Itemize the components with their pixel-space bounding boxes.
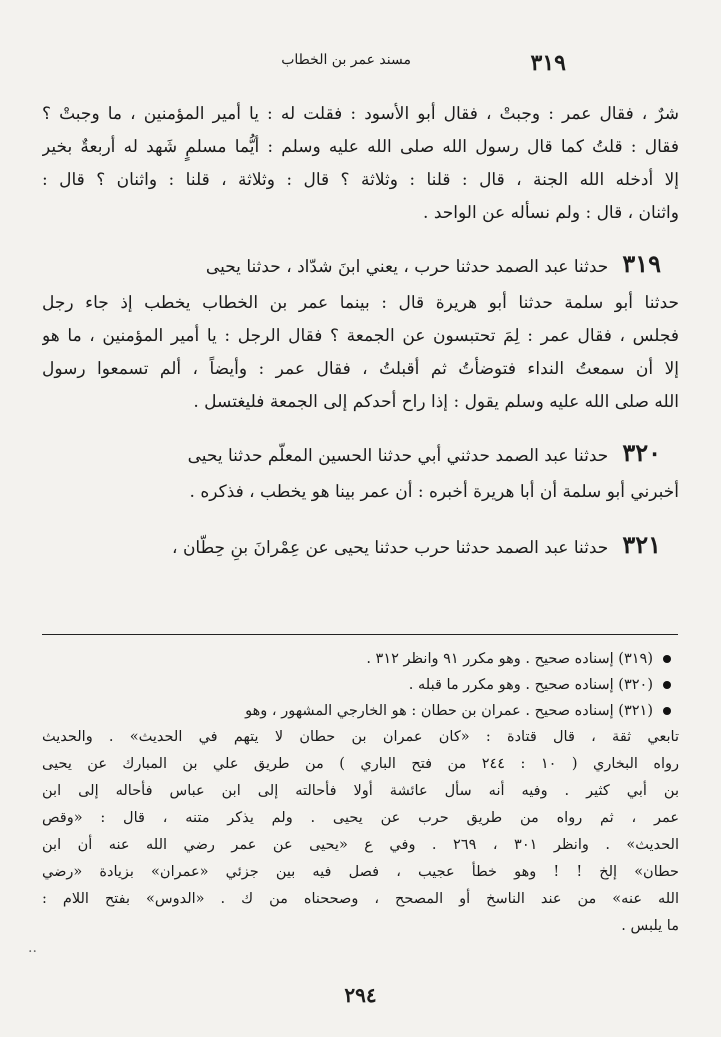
intro-paragraph xyxy=(42,98,679,230)
hadith-number: ٣٢١ xyxy=(622,530,661,559)
footnote-divider xyxy=(42,634,678,635)
footnote-text: (٣١٩) إسناده صحيح . وهو مكرر ٩١ وانظر ٣١٢ . xyxy=(366,651,653,667)
text-line: شرٌ ، فقال عمر : وجبتْ ، فقال أبو الأسود : فقلت له : يا أمير المؤمنين ، ما وجبتْ ؟ xyxy=(42,104,679,124)
footnote-item xyxy=(42,646,679,672)
hadith-first-line xyxy=(42,433,679,476)
page-header xyxy=(40,42,681,82)
bullet-icon xyxy=(663,707,671,715)
text-line: حدثنا عبد الصمد حدثني أبي حدثنا الحسين المعلّم حدثنا يحيى xyxy=(187,446,609,466)
bullet-icon xyxy=(663,681,671,689)
hadith-first-line xyxy=(42,244,679,287)
text-line: فقال : قلتُ كما قال رسول الله صلى الله عليه وسلم : أيُّما مسلمٍ شَهد له أربعةٌ بخير xyxy=(42,137,679,157)
text-line: حدثنا عبد الصمد حدثنا حرب حدثنا يحيى عن عِمْرانَ بنِ حِطّان ، xyxy=(172,538,609,558)
hadith-320 xyxy=(42,433,679,509)
footnotes xyxy=(42,646,679,940)
text-line: أخبرني أبو سلمة أن أبا هريرة أخبره : أن عمر بينا هو يخطب ، فذكره . xyxy=(189,482,679,502)
page-number: ٣١٩ xyxy=(530,50,566,76)
text-line: فجلس ، فقال عمر : لِمَ تحتبسون عن الجمعة ؟ فقال الرجل : يا أمير المؤمنين ، ما هو xyxy=(42,326,679,346)
text-line: إلا أن سمعتُ النداء فتوضأتُ ثم أقبلتُ ، فقال عمر : وأيضاً ، ألم تسمعوا رسول xyxy=(42,359,679,379)
hadith-321 xyxy=(42,525,679,568)
bullet-icon xyxy=(663,655,671,663)
page-footer xyxy=(0,983,721,1007)
text-line: الله صلى الله عليه وسلم يقول : إذا راح أحدكم إلى الجمعة فليغتسل . xyxy=(193,392,679,412)
hadith-319 xyxy=(42,244,679,419)
text-line: حدثنا أبو سلمة حدثنا أبو هريرة قال : بينما عمر بن الخطاب يخطب إذ جاء رجل xyxy=(42,293,679,313)
hadith-number: ٣٢٠ xyxy=(622,438,661,467)
footnote-line: عمر ، ثم رواه من طريق حرب عن يحيى . ولم يذكر متنه ، قال : «وقص xyxy=(42,810,679,826)
text-line: واثنان ، قال : ولم نسأله عن الواحد . xyxy=(423,203,679,223)
footnote-line: الله عنه» من عند الناسخ أو المصحح ، وصححناه من ك . «الدوس» بفتح اللام : xyxy=(42,891,679,907)
main-text xyxy=(42,98,679,568)
hadith-number: ٣١٩ xyxy=(622,249,661,278)
running-title: مسند عمر بن الخطاب xyxy=(281,52,411,68)
footnote-line: تابعي ثقة ، قال قتادة : «كان عمران بن حطان لا يتهم في الحديث» . والحديث xyxy=(42,729,679,745)
margin-dots: .. xyxy=(28,940,37,956)
footnote-text: (٣٢١) إسناده صحيح . عمران بن حطان : هو الخارجي المشهور ، وهو xyxy=(245,703,653,719)
footnote-item xyxy=(42,698,679,724)
footnote-text: (٣٢٠) إسناده صحيح . وهو مكرر ما قبله . xyxy=(408,677,653,693)
footnote-line: ما يلبس . xyxy=(621,918,679,934)
text-line: حدثنا عبد الصمد حدثنا حرب ، يعني ابنَ شدّاد ، حدثنا يحيى xyxy=(205,257,609,277)
text-line: إلا أدخله الله الجنة ، قال : قلنا : وثلاثة ؟ قال : وثلاثة ، قلنا : واثنان ؟ قال : xyxy=(42,170,679,190)
footnote-line: الحديث» . وانظر ٣٠١ ، ٢٦٩ . وفي ع «يحيى عن عمر رضي الله عنه أن ابن xyxy=(42,837,679,853)
hadith-first-line xyxy=(42,525,679,568)
footnote-continuation xyxy=(42,724,679,940)
footnote-line: رواه البخاري ( ١٠ : ٢٤٤ من فتح الباري ) من طريق علي بن المبارك عن يحيى xyxy=(42,756,679,772)
footnote-line: بن أبي كثير . وفيه أنه سأل عائشة أولا فأحالته إلى ابن عباس فأحاله إلى ابن xyxy=(42,783,679,799)
footer-page-number: ٢٩٤ xyxy=(344,983,377,1007)
footnote-item xyxy=(42,672,679,698)
footnote-line: حطان» إلخ ! ! وهو خطأ عجيب ، فصل فيه بين جزئي «عمران» بزيادة «رضي xyxy=(42,864,679,880)
